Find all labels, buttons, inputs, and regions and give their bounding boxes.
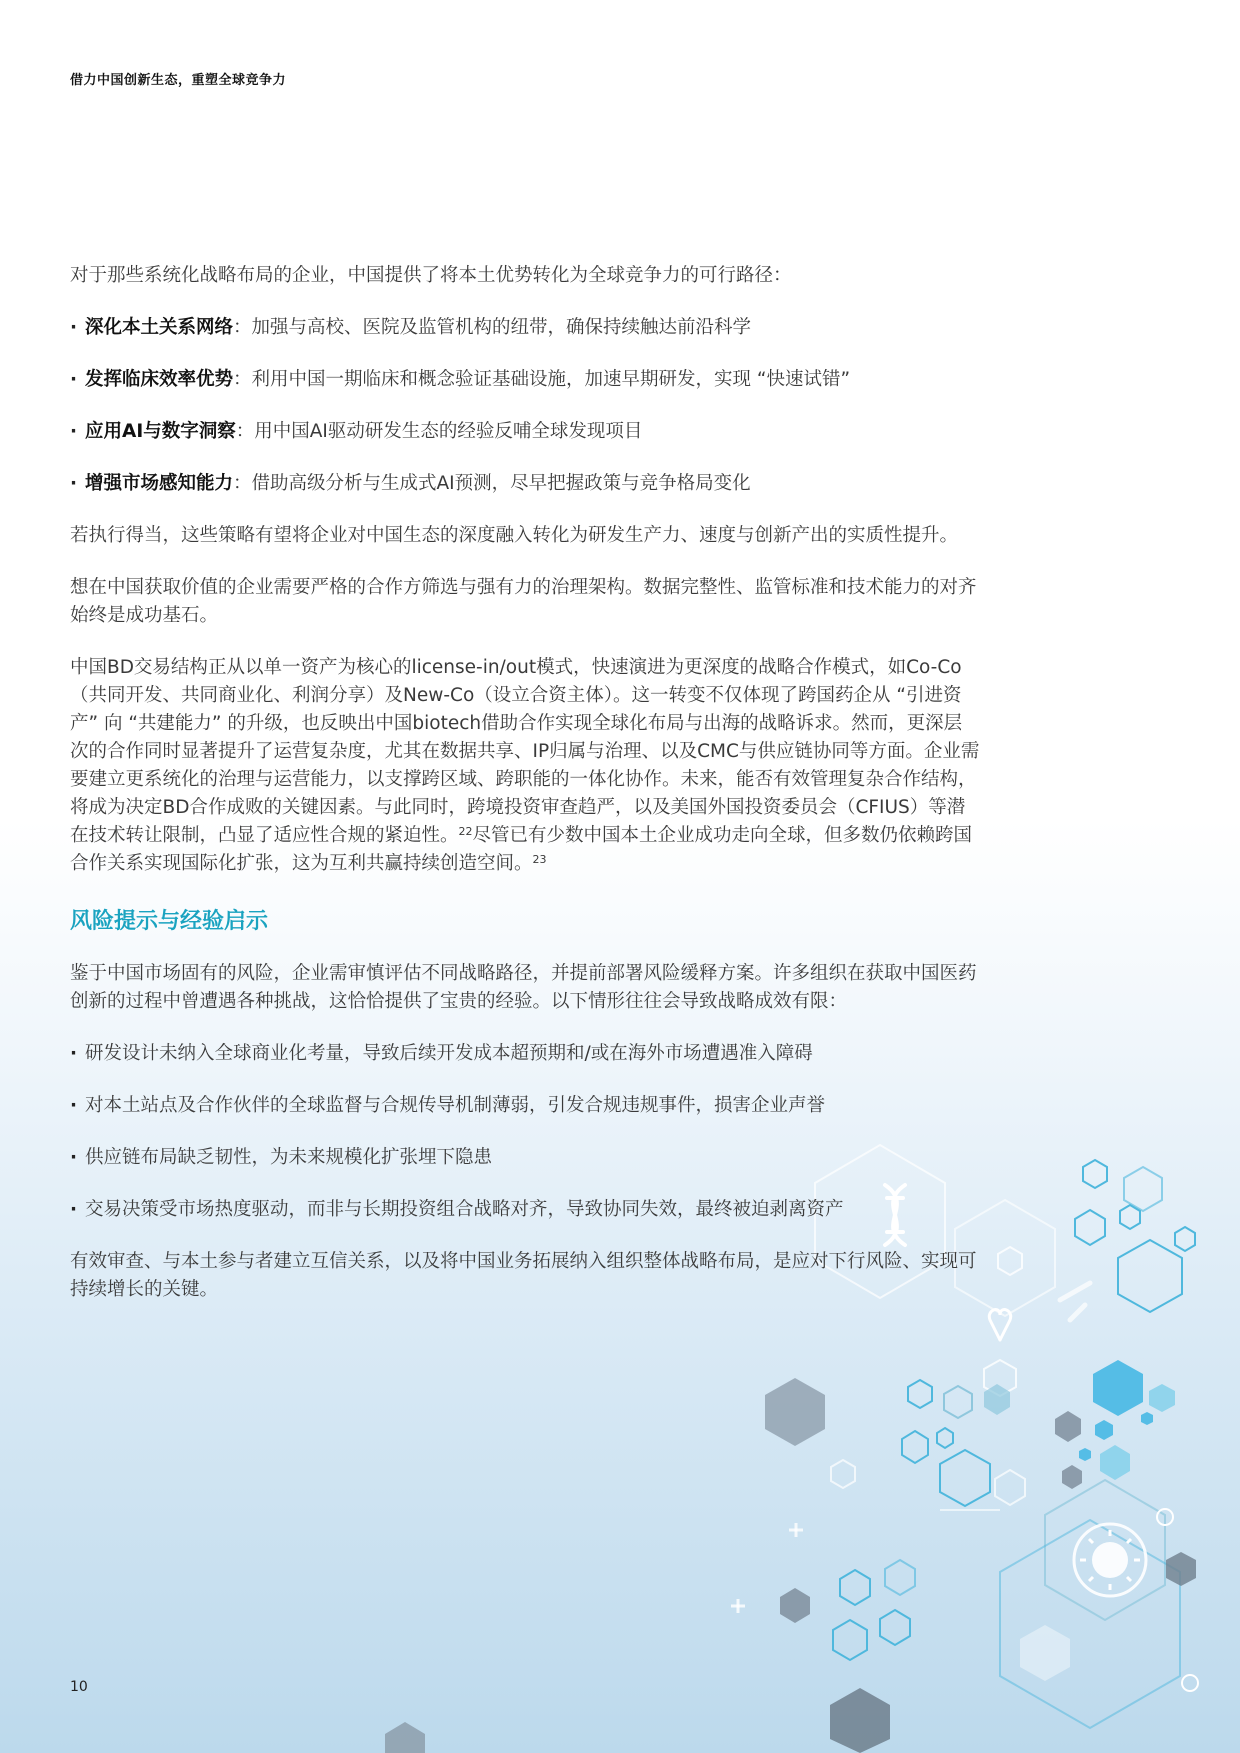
bullet-dot: · xyxy=(70,473,78,494)
bullet-dot: · xyxy=(70,317,78,338)
governance-paragraph: 想在中国获取价值的企业需要严格的合作方筛选与强有力的治理架构。数据完整性、监管标准和技术能力的对齐始终是成功基石。 xyxy=(70,577,977,626)
bullet-dot: · xyxy=(70,1199,78,1220)
strategy-title: 深化本土关系网络 xyxy=(85,317,234,338)
risk-intro-paragraph: 鉴于中国市场固有的风险，企业需审慎评估不同战略路径，并提前部署风险缓释方案。许多组织在获取中国医药创新的过程中曾遭遇各种挑战，这恰恰提供了宝贵的经验。以下情形往往会导致战略成效有限： xyxy=(70,963,977,1012)
risk-item xyxy=(70,1196,980,1224)
strategy-title: 应用AI与数字洞察 xyxy=(85,421,236,442)
ribbon-icon xyxy=(989,1310,1010,1340)
risk-text: 交易决策受市场热度驱动，而非与长期投资组合战略对齐，导致协同失效，最终被迫剥离资产 xyxy=(85,1199,844,1220)
footnote-ref-23[interactable]: 23 xyxy=(532,853,547,866)
page-header-title: 借力中国创新生态，重塑全球竞争力 xyxy=(70,73,287,88)
risk-text: 对本土站点及合作伙伴的全球监督与合规传导机制薄弱，引发合规违规事件，损害企业声誉 xyxy=(85,1095,826,1116)
strategy-item xyxy=(70,418,980,446)
conclusion-paragraph: 有效审查、与本土参与者建立互信关系，以及将中国业务拓展纳入组织整体战略布局，是应对下行风险、实现可持续增长的关键。 xyxy=(70,1251,977,1300)
risk-section-heading: 风险提示与经验启示 xyxy=(70,909,269,934)
strategy-item xyxy=(70,366,980,394)
strategy-text: ：借助高级分析与生成式AI预测，尽早把握政策与竞争格局变化 xyxy=(233,473,751,494)
main-content xyxy=(70,262,980,1328)
bullet-dot: · xyxy=(70,421,78,442)
risk-text: 研发设计未纳入全球商业化考量，导致后续开发成本超预期和/或在海外市场遭遇准入障碍 xyxy=(85,1043,813,1064)
bd-structure-text-2: 尽管已有少数中国本土企业成功走向全球，但多数仍依赖跨国合作关系实现国际化扩张，这为互利共赢持续创造空间。 xyxy=(70,825,973,874)
risk-item xyxy=(70,1144,980,1172)
strategy-item xyxy=(70,470,980,498)
strategy-item xyxy=(70,314,980,342)
bd-structure-text-1: 中国BD交易结构正从以单一资产为核心的license-in/out模式，快速演进为更深度的战略合作模式，如Co-Co（共同开发、共同商业化、利润分享）及New-Co（设立合资主体）。这一转变不仅体现了跨国药企从 “引进资产” 向 “共建能力” 的升级，也反映出中国biotech借助合作实现全球化布局与出海的战略诉求。然而，更深层次的合作同时显著提升了运营复杂度，尤其在数据共享、IP归属与治理、以及CMC与供应链协同等方面。企业需要建立更系统化的治理与运营能力，以支撑跨区域、跨职能的一体化协作。未来，能否有效管理复杂合作结构，将成为决定BD合作成败的关键因素。与此同时，跨境投资审查趋严，以及美国外国投资委员会（CFIUS）等潜在技术转让限制，凸显了适应性合规的紧迫性。 xyxy=(70,657,980,846)
intro-paragraph: 对于那些系统化战略布局的企业，中国提供了将本土优势转化为全球竞争力的可行路径： xyxy=(70,265,792,286)
execution-paragraph: 若执行得当，这些策略有望将企业对中国生态的深度融入转化为研发生产力、速度与创新产出的实质性提升。 xyxy=(70,525,959,546)
risk-text: 供应链布局缺乏韧性，为未来规模化扩张埋下隐患 xyxy=(85,1147,493,1168)
bullet-dot: · xyxy=(70,1043,78,1064)
bd-structure-paragraph xyxy=(70,654,980,878)
virus-icon xyxy=(1074,1524,1146,1596)
strategy-title: 增强市场感知能力 xyxy=(85,473,234,494)
bullet-dot: · xyxy=(70,369,78,390)
risk-item xyxy=(70,1092,980,1120)
strategy-text: ：用中国AI驱动研发生态的经验反哺全球发现项目 xyxy=(235,421,643,442)
bullet-dot: · xyxy=(70,1147,78,1168)
page-number: 10 xyxy=(70,1679,88,1695)
strategy-title: 发挥临床效率优势 xyxy=(85,369,234,390)
footnote-ref-22[interactable]: 22 xyxy=(458,825,473,838)
strategy-text: ：加强与高校、医院及监管机构的纽带，确保持续触达前沿科学 xyxy=(233,317,752,338)
bullet-dot: · xyxy=(70,1095,78,1116)
risk-item xyxy=(70,1040,980,1068)
strategy-text: ：利用中国一期临床和概念验证基础设施，加速早期研发，实现 “快速试错” xyxy=(233,369,851,390)
